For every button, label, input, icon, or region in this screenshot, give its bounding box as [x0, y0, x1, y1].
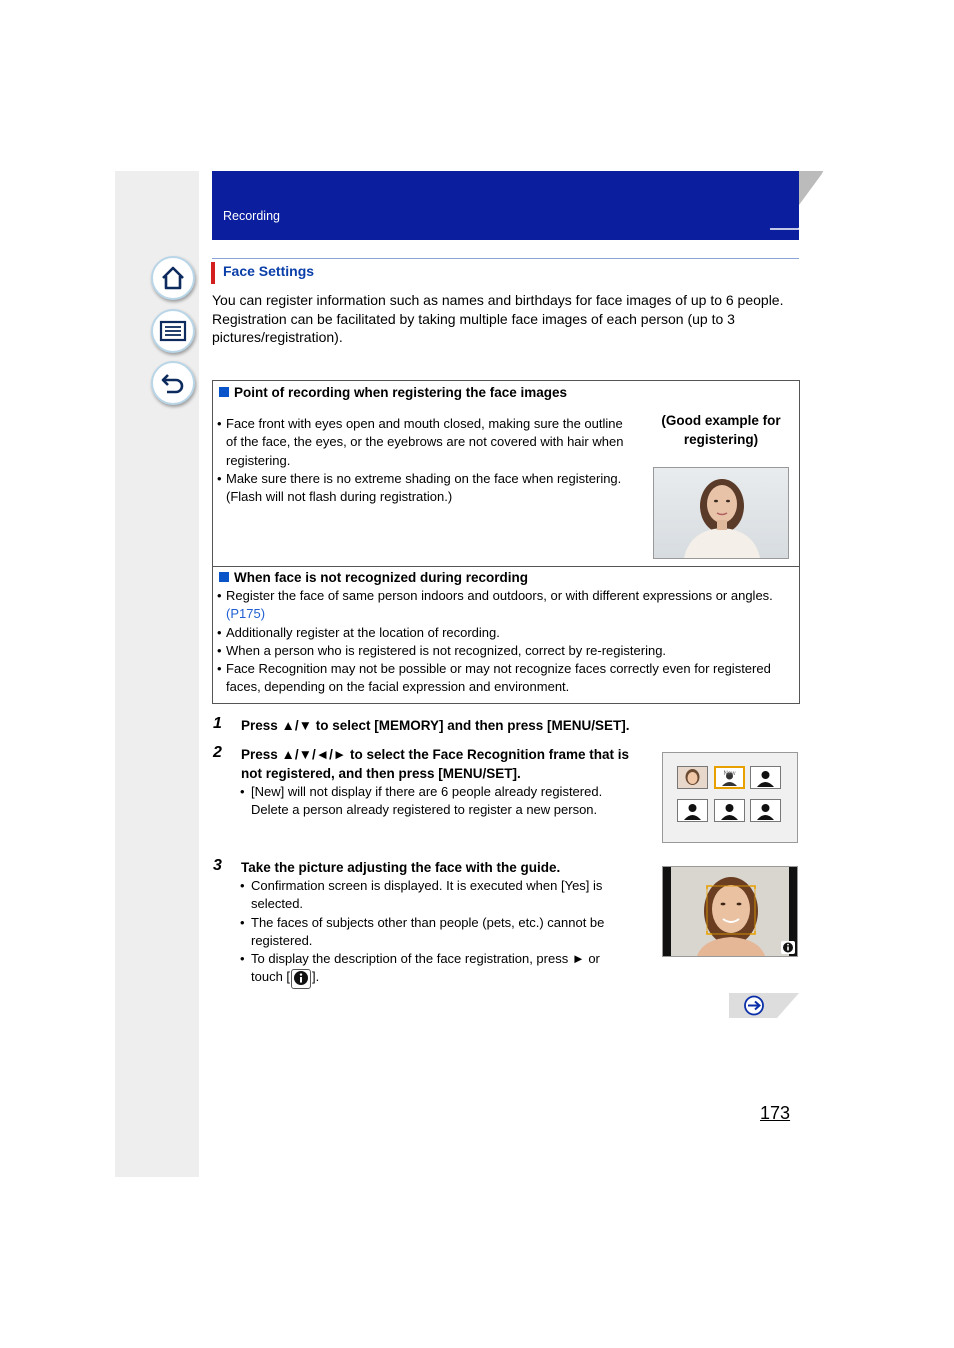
face-frame-new[interactable]: [714, 766, 745, 789]
intro-text: [212, 291, 802, 347]
list-item: • When a person who is registered is not recognized, correct by re-registering.: [217, 642, 787, 660]
next-page-button[interactable]: [729, 993, 799, 1018]
list-item: • Confirmation screen is displayed. It is executed when [Yes] is selected.: [240, 877, 635, 914]
step-number: 3: [213, 857, 222, 874]
tips-box-divider: [213, 566, 799, 567]
box2-bullets: [217, 587, 787, 697]
list-item: • Face Recognition may not be possible or may not recognize faces correctly even for registered faces, depending on the facial expression and environment.: [217, 660, 787, 697]
header-banner: [212, 171, 799, 240]
intro-line-2: Registration can be facilitated by taking multiple face images of each person (up to 3 pictures/registration).: [212, 310, 735, 345]
intro-line-1: You can register information such as names and birthdays for face images of up to 6 people.: [212, 292, 784, 308]
list-item: • The faces of subjects other than people (pets, etc.) cannot be registered.: [240, 914, 635, 951]
header-corner: [770, 171, 825, 240]
page-link-p175[interactable]: (P175): [226, 606, 266, 622]
face-guide-image: [663, 867, 797, 956]
person-silhouette-icon: [751, 767, 780, 788]
face-frame-registered[interactable]: [677, 766, 708, 789]
step-number: 2: [213, 744, 222, 761]
list-item: • To display the description of the face registration, press ► or touch [ ].: [240, 950, 635, 989]
contents-button[interactable]: [151, 309, 195, 353]
step-text: Press ▲/▼/◄/► to select the Face Recognition frame that is not registered, and then press [MENU/SET].: [241, 747, 630, 781]
step-notes: [240, 783, 635, 820]
square-bullet-icon: [219, 387, 229, 397]
home-button[interactable]: [151, 256, 195, 300]
face-guide-preview: [662, 866, 798, 957]
face-frame-empty[interactable]: [750, 766, 781, 789]
step-text: Take the picture adjusting the face with the guide.: [241, 860, 561, 875]
page-title: Face Settings: [223, 263, 315, 279]
back-arrow-icon: [160, 370, 186, 396]
face-frame-empty[interactable]: [750, 799, 781, 822]
person-silhouette-icon: [716, 768, 743, 787]
person-silhouette-icon: [678, 800, 707, 821]
list-item: • Additionally register at the location of recording.: [217, 624, 787, 642]
list-item: • Make sure there is no extreme shading on the face when registering. (Flash will not flash during registration.): [217, 470, 635, 507]
box1-heading: Point of recording when registering the face images: [219, 385, 567, 400]
home-icon: [160, 265, 186, 291]
face-thumbnail-icon: [678, 767, 707, 788]
good-example-caption: (Good example for registering): [661, 413, 781, 447]
list-icon: [159, 318, 187, 344]
section-marker: [211, 262, 215, 284]
face-frame-empty[interactable]: [677, 799, 708, 822]
page-number: 173: [760, 1103, 791, 1123]
face-frame-empty[interactable]: [714, 799, 745, 822]
list-item: • Face front with eyes open and mouth closed, making sure the outline of the face, the eyes, or the eyebrows are not covered with hair when registering.: [217, 415, 635, 470]
section-rule: [212, 258, 799, 259]
good-example-photo: [653, 467, 789, 559]
person-silhouette-icon: [715, 800, 744, 821]
section-label: Recording: [223, 209, 280, 223]
portrait-image: [654, 468, 788, 558]
back-button[interactable]: [151, 361, 195, 405]
square-bullet-icon: [219, 572, 229, 582]
new-label: New: [723, 771, 736, 777]
box2-heading: When face is not recognized during recording: [219, 570, 528, 585]
face-registration-grid: [662, 752, 798, 843]
list-item: • Register the face of same person indoors and outdoors, or with different expressions or angles. (P175): [217, 587, 787, 624]
box1-bullets: [217, 415, 635, 506]
step-text: Press ▲/▼ to select [MEMORY] and then press [MENU/SET].: [241, 718, 630, 733]
list-item: • [New] will not display if there are 6 people already registered. Delete a person already registered to register a new person.: [240, 783, 635, 820]
person-silhouette-icon: [751, 800, 780, 821]
step-number: 1: [213, 715, 222, 732]
info-icon: [291, 969, 311, 989]
step-notes: [240, 877, 635, 989]
